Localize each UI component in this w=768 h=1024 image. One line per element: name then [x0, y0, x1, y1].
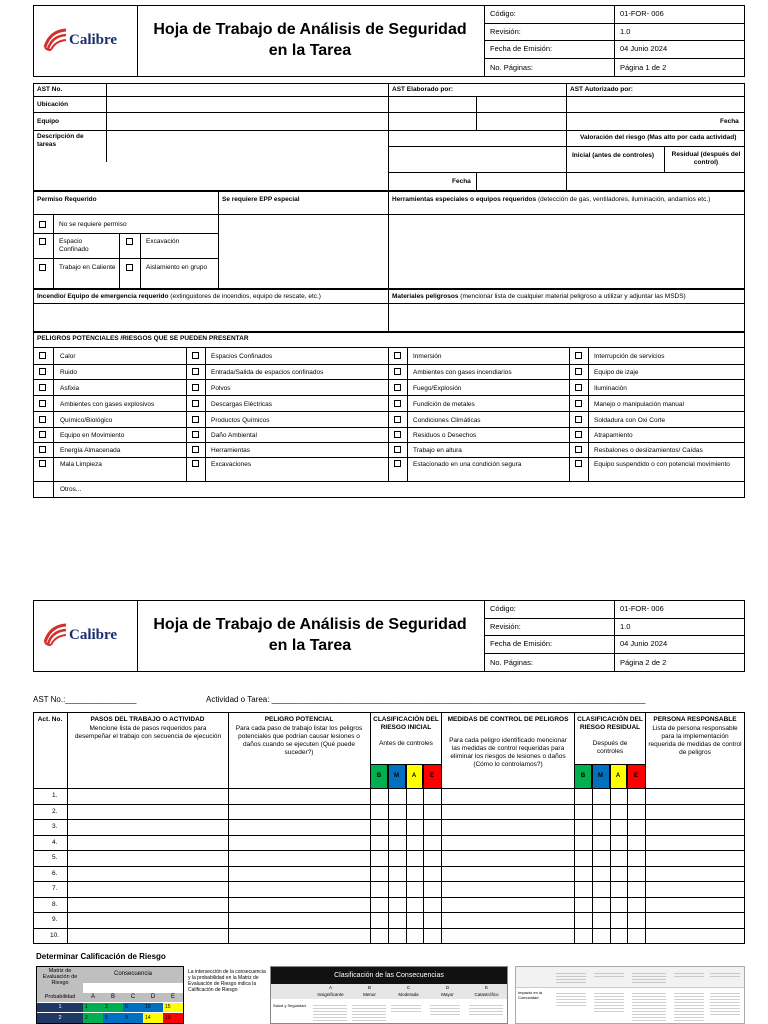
matrix-col-c: C [123, 993, 143, 1002]
hazard-fuego-explosion: Fuego/Explosión [413, 385, 462, 392]
checkbox-espacios-confinados[interactable] [192, 352, 199, 359]
risk-residual-e: E [627, 764, 645, 788]
checkbox-no-permiso[interactable] [39, 221, 46, 228]
col-peligro-desc: Para cada paso de trabajo listar los peligros potenciales que podrían causar lesiones o daños cuando se ejecuten (Qué puede suceder?) [235, 725, 363, 756]
hazard-dano-ambiental: Daño Ambiental [211, 432, 257, 439]
permiso-requerido-label: Permiso Requerido [37, 196, 97, 203]
community-impact-table [515, 966, 745, 1024]
ast-no-line: AST No.:________________ [33, 695, 137, 704]
autorizado-label: AST Autorizado por: [570, 86, 633, 93]
codigo-label: Código: [490, 604, 516, 613]
residual-label: Residual (después del control) [671, 151, 741, 166]
hazard-ruido: Ruido [60, 369, 77, 376]
checkbox-descargas-electricas[interactable] [192, 400, 199, 407]
cons-row-salud: Salud y Seguridad [273, 1003, 306, 1008]
col-pasos-desc: Mencione lista de pasos requeridos para desempeñar el trabajo con secuencia de ejecución [74, 725, 222, 740]
trabajo-caliente-label: Trabajo en Caliente [59, 264, 116, 271]
company-name: Calibre [69, 32, 118, 48]
checkbox-quimico-biologico[interactable] [39, 416, 46, 423]
checkbox-izaje[interactable] [575, 368, 582, 375]
cons-letter-a: A [328, 985, 332, 990]
cons-letter-e: E [484, 985, 488, 990]
row-number-4: 4. [52, 839, 58, 846]
cons-name-mayor: Mayor [441, 992, 454, 997]
hazard-atrapamiento: Atrapamiento [594, 432, 633, 439]
epp-label: Se requiere EPP especial [222, 196, 300, 203]
row-number-2: 2. [52, 808, 58, 815]
col-clasif-res-title: CLASIFICACIÓN DEL RIESGO RESIDUAL [577, 716, 643, 731]
checkbox-fuego-explosion[interactable] [394, 384, 401, 391]
col-clasif-ini-desc: Antes de controles [379, 740, 433, 747]
checkbox-residuos[interactable] [394, 431, 401, 438]
hazard-residuos: Residuos o Desechos [413, 432, 477, 439]
revision-label: Revisión: [490, 27, 521, 36]
checkbox-energia-almacenada[interactable] [39, 446, 46, 453]
risk-residual-b: B [575, 764, 592, 788]
codigo-value: 01-FOR- 006 [620, 604, 664, 613]
calibre-logo-page2 [42, 622, 132, 648]
checkbox-excavaciones[interactable] [192, 460, 199, 467]
hazard-equipo-suspendido: Equipo suspendido o con potencial movimiento [594, 461, 730, 468]
matrix-cell: 15 [163, 1003, 183, 1012]
hazard-calor: Calor [60, 353, 76, 360]
hazard-descargas-electricas: Descargas Eléctricas [211, 401, 273, 408]
col-clasif-ini-title: CLASIFICACIÓN DEL RIESGO INICIAL [373, 716, 439, 731]
checkbox-entrada-salida[interactable] [192, 368, 199, 375]
checkbox-espacio-confinado[interactable] [39, 238, 46, 245]
revision-value: 1.0 [620, 622, 631, 631]
actividad-line: Actividad o Tarea: ____________________________________________________________________________________ [206, 695, 646, 704]
checkbox-estacionado[interactable] [394, 460, 401, 467]
cons-name-menor: Menor [363, 992, 376, 997]
risk-initial-e: E [423, 764, 441, 788]
hazard-soldadura: Soldadura con Oxi Corte [594, 417, 666, 424]
row-number-9: 9. [52, 916, 58, 923]
page-title-line1: Hoja de Trabajo de Análisis de Seguridad [153, 21, 467, 38]
checkbox-equipo-movimiento[interactable] [39, 431, 46, 438]
calibre-logo [42, 27, 132, 53]
fecha-emision-value: 04 Junio 2024 [620, 639, 668, 648]
matrix-cell: 9 [123, 1013, 143, 1023]
checkbox-interrupcion[interactable] [575, 352, 582, 359]
checkbox-trabajo-caliente[interactable] [39, 264, 46, 271]
matrix-cell: 10 [143, 1003, 163, 1012]
matrix-row-2-label: 2 [37, 1013, 83, 1023]
no-permiso-label: No se requiere permiso [59, 221, 127, 228]
checkbox-asfixia[interactable] [39, 384, 46, 391]
checkbox-atrapamiento[interactable] [575, 431, 582, 438]
hazard-herramientas: Herramientas [211, 447, 251, 454]
cons-letter-b: B [367, 985, 371, 990]
hazard-iluminacion: Iluminación [594, 385, 627, 392]
checkbox-herramientas[interactable] [192, 446, 199, 453]
hazard-asfixia: Asfixia [60, 385, 80, 392]
col-pasos-title: PASOS DEL TRABAJO O ACTIVIDAD [90, 716, 205, 723]
cons-letter-d: D [445, 985, 450, 990]
matrix-corner: Matriz de Evaluación de Riesgo [37, 967, 83, 993]
checkbox-gases-explosivos[interactable] [39, 400, 46, 407]
hazard-quimico-biologico: Químico/Biológico [60, 417, 113, 424]
checkbox-equipo-suspendido[interactable] [575, 460, 582, 467]
col-clasif-res-desc: Después de controles [592, 740, 628, 755]
ubicacion-label: Ubicación [37, 101, 69, 108]
otros-label: Otros... [60, 486, 82, 493]
fecha-emision-label: Fecha de Emisión: [490, 639, 553, 648]
peligros-title: PELIGROS POTENCIALES /RIESGOS QUE SE PUEDEN PRESENTAR [37, 335, 249, 342]
col-peligro-title: PELIGRO POTENCIAL [264, 716, 334, 723]
checkbox-mala-limpieza[interactable] [39, 460, 46, 467]
col-medidas-title: MEDIDAS DE CONTROL DE PELIGROS [447, 716, 569, 723]
hazard-manejo-manual: Manejo o manipulación manual [594, 401, 684, 408]
col-persona-title: PERSONA RESPONSABLE [653, 716, 737, 723]
codigo-label: Código: [490, 9, 516, 18]
hazard-productos-quimicos: Productos Químicos [211, 417, 270, 424]
hazard-polvos: Polvos [211, 385, 231, 392]
checkbox-gases-incendiarios[interactable] [394, 368, 401, 375]
checkbox-excavacion[interactable] [126, 238, 133, 245]
checkbox-aislamiento[interactable] [126, 264, 133, 271]
risk-matrix [36, 966, 184, 1024]
checkbox-ruido[interactable] [39, 368, 46, 375]
row-number-3: 3. [52, 823, 58, 830]
materiales-label: Materiales peligrosos (mencionar lista de cualquier material peligroso a utilizar y adjuntar las MSDS) [392, 293, 686, 300]
hazard-estacionado: Estacionado en una condición segura [413, 461, 522, 468]
hazard-condiciones-climaticas: Condiciones Climáticas [413, 417, 481, 424]
col-persona-desc: Lista de persona responsable para la implementación requerida de medidas de control de peligros [648, 725, 742, 756]
checkbox-polvos[interactable] [192, 384, 199, 391]
risk-initial-a: A [406, 764, 423, 788]
hazard-gases-explosivos: Ambientes con gases explosivos [60, 401, 155, 408]
inicial-label: Inicial (antes de controles) [572, 152, 654, 159]
matrix-col-e: E [163, 993, 183, 1002]
equipo-label: Equipo [37, 118, 60, 125]
checkbox-resbalones[interactable] [575, 446, 582, 453]
matrix-cell: 6 [123, 1003, 143, 1012]
checkbox-calor[interactable] [39, 352, 46, 359]
checkbox-fundicion-metales[interactable] [394, 400, 401, 407]
excavacion-label: Excavación [146, 238, 180, 245]
row-number-5: 5. [52, 854, 58, 861]
codigo-value: 01-FOR- 006 [620, 9, 664, 18]
matrix-row-1-label: 1 [37, 1003, 83, 1012]
herramientas-label: Herramientas especiales o equipos requeridos (detección de gas, ventiladores, iluminación, andamios etc.) [392, 196, 711, 203]
hazard-energia-almacenada: Energía Almacenada [60, 447, 121, 454]
row-number-10: 10. [50, 932, 60, 939]
consequences-title: Clasificación de las Consecuencias [271, 967, 507, 984]
hazard-inmersion: Inmersión [413, 353, 442, 360]
revision-label: Revisión: [490, 622, 521, 631]
community-impact-label: Impacto en la Comunidad [518, 990, 543, 1000]
row-number-7: 7. [52, 885, 58, 892]
checkbox-soldadura[interactable] [575, 416, 582, 423]
ast-no-label: AST No. [37, 86, 63, 93]
fecha2-label: Fecha [452, 178, 471, 185]
row-number-8: 8. [52, 901, 58, 908]
hazard-trabajo-altura: Trabajo en altura [413, 447, 462, 454]
fecha-emision-label: Fecha de Emisión: [490, 44, 553, 53]
cons-letter-c: C [406, 985, 411, 990]
checkbox-iluminacion[interactable] [575, 384, 582, 391]
page2-title-line1: Hoja de Trabajo de Análisis de Seguridad [153, 616, 467, 633]
paginas-label: No. Páginas: [490, 63, 533, 72]
checkbox-productos-quimicos[interactable] [192, 416, 199, 423]
col-medidas-desc: Para cada peligro identificado mencionar las medidas de control requeridas para eliminar los riesgos de lesiones o daños (Cómo lo controlamos?) [449, 737, 567, 768]
cons-name-catastrofico: Catastrófico [474, 992, 499, 997]
incendio-label: Incendio/ Equipo de emergencia requerido (extinguidores de incendios, equipo de rescate, etc.) [37, 293, 321, 300]
risk-residual-m: M [592, 764, 610, 788]
matrix-cell: 5 [103, 1013, 123, 1023]
checkbox-manejo-manual[interactable] [575, 400, 582, 407]
checkbox-dano-ambiental[interactable] [192, 431, 199, 438]
det-calificacion-title: Determinar Calificación de Riesgo [36, 952, 166, 961]
page2-title-line2: en la Tarea [268, 637, 352, 654]
row-number-1: 1. [52, 792, 58, 799]
paginas-label: No. Páginas: [490, 658, 533, 667]
company-name: Calibre [69, 627, 118, 643]
hazard-izaje: Equipo de izaje [594, 369, 639, 376]
calibre-swoosh-icon [42, 622, 68, 646]
matrix-cell: 1 [83, 1003, 103, 1012]
col-act-no: Act. No. [37, 716, 63, 723]
matrix-consecuencia: Consecuencia [83, 967, 183, 983]
matrix-note: La intersección de la consecuencia y la probabilidad en la Matriz de Evaluación de Riesgo indica la Calificación de Riesgo [188, 969, 266, 993]
paginas-value-page2: Página 2 de 2 [620, 658, 667, 667]
elaborado-label: AST Elaborado por: [392, 86, 454, 93]
hazard-resbalones: Resbalones o deslizamientos/ Caídas [594, 447, 703, 454]
hazard-interrupcion: Interrupción de servicios [594, 353, 665, 360]
valoracion-label: Valoración del riesgo (Mas alto por cada actividad) [580, 134, 737, 141]
calibre-swoosh-icon [42, 27, 68, 51]
aislamiento-label: Aislamiento en grupo [146, 264, 208, 271]
hazard-entrada-salida: Entrada/Salida de espacios confinados [211, 369, 324, 376]
matrix-cell: 3 [103, 1003, 123, 1012]
risk-residual-a: A [610, 764, 627, 788]
page-title-line2: en la Tarea [268, 42, 352, 59]
matrix-cell: 2 [83, 1013, 103, 1023]
checkbox-trabajo-altura[interactable] [394, 446, 401, 453]
risk-initial-m: M [388, 764, 406, 788]
matrix-col-a: A [83, 993, 103, 1002]
cons-name-moderada: Moderada [398, 992, 419, 997]
hazard-mala-limpieza: Mala Limpieza [60, 461, 102, 468]
checkbox-inmersion[interactable] [394, 352, 401, 359]
cons-name-insignificante: Insignificante [317, 992, 344, 997]
row-number-6: 6. [52, 870, 58, 877]
matrix-cell: 19 [163, 1013, 183, 1023]
matrix-col-b: B [103, 993, 123, 1002]
espacio-confinado-label: Espacio Confinado [59, 238, 89, 253]
checkbox-condiciones-climaticas[interactable] [394, 416, 401, 423]
paginas-value: Página 1 de 2 [620, 63, 667, 72]
hazard-excavaciones: Excavaciones [211, 461, 252, 468]
matrix-probabilidad: Probabilidad [37, 993, 83, 1002]
hazard-equipo-movimiento: Equipo en Movimiento [60, 432, 125, 439]
hazard-gases-incendiarios: Ambientes con gases incendiarios [413, 369, 512, 376]
descripcion-label: Descripción de tareas [37, 133, 84, 148]
fecha-label: Fecha [720, 118, 739, 125]
matrix-cell: 14 [143, 1013, 163, 1023]
hazard-fundicion-metales: Fundición de metales [413, 401, 475, 408]
fecha-emision-value: 04 Junio 2024 [620, 44, 668, 53]
matrix-col-d: D [143, 993, 163, 1002]
risk-initial-b: B [371, 764, 388, 788]
revision-value: 1.0 [620, 27, 631, 36]
hazard-espacios-confinados: Espacios Confinados [211, 353, 273, 360]
consequences-table [270, 966, 508, 1024]
